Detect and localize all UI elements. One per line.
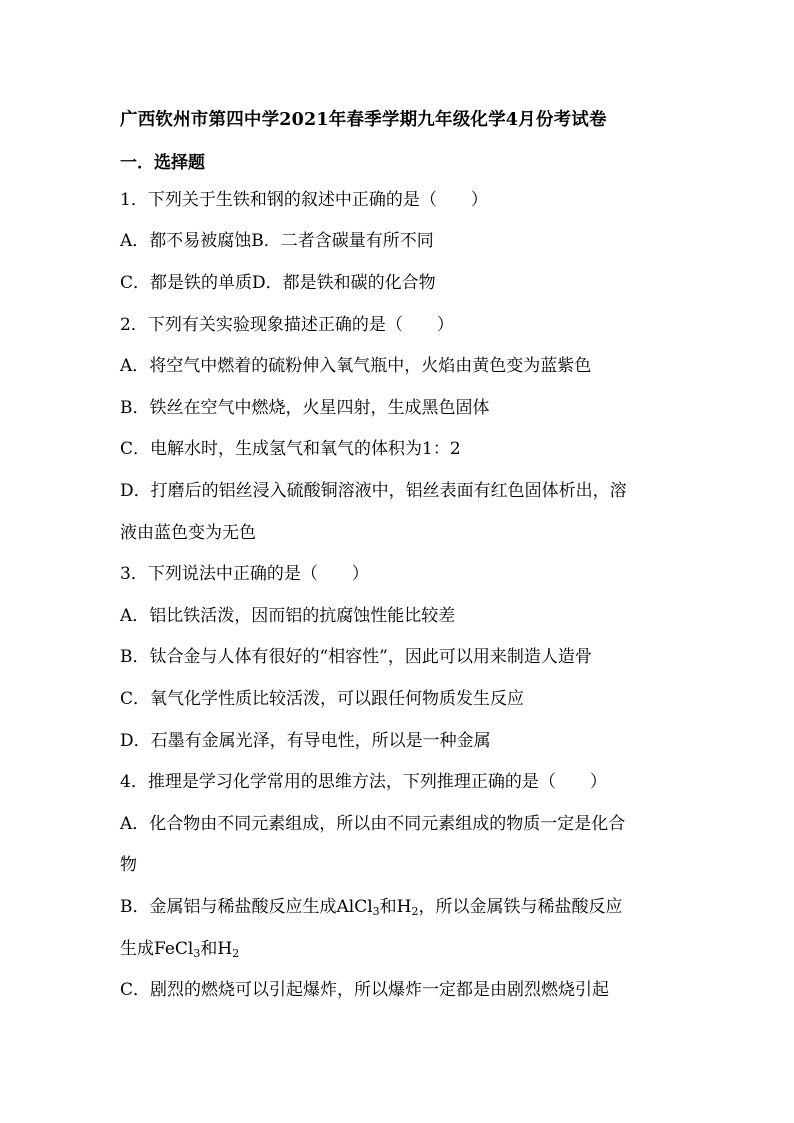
q4b-cont-text-1: 生成FeCl [120,939,194,959]
section-heading: 一．选择题 [120,153,205,173]
question-3-option-c: C．氧气化学性质比较活泼，可以跟任何物质发生反应 [120,689,525,709]
q4b-text-3: ，所以金属铁与稀盐酸反应 [418,897,623,917]
question-4-option-a: A．化合物由不同元素组成，所以由不同元素组成的物质一定是化合 [120,814,626,834]
question-3-option-b: B．钛合金与人体有很好的“相容性”，因此可以用来制造人造骨 [120,647,592,667]
page-title: 广西钦州市第四中学2021年春季学期九年级化学4月份考试卷 [120,110,607,130]
question-3-option-d: D．石墨有金属光泽，有导电性，所以是一种金属 [120,731,491,751]
question-2-option-d-continued: 液由蓝色变为无色 [120,523,256,543]
question-2-option-d: D．打磨后的铝丝浸入硫酸铜溶液中，铝丝表面有红色固体析出，溶 [120,481,627,501]
question-4-option-a-continued: 物 [120,855,137,875]
question-3-stem: 3．下列说法中正确的是（ ） [120,564,369,584]
question-1-options-cd: C．都是铁的单质D．都是铁和碳的化合物 [120,273,436,293]
q4b-subscript-2: 2 [411,905,419,918]
question-4-option-b [120,897,622,917]
question-3-option-a: A．铝比铁活泼，因而铝的抗腐蚀性能比较差 [120,606,456,626]
question-2-option-b: B．铁丝在空气中燃烧，火星四射，生成黑色固体 [120,398,490,418]
question-4-stem: 4．推理是学习化学常用的思维方法，下列推理正确的是（ ） [120,772,607,792]
question-4-option-b-continued [120,939,239,959]
q4b-text-1: B．金属铝与稀盐酸反应生成AlCl [120,897,373,917]
question-1-options-ab: A．都不易被腐蚀B．二者含碳量有所不同 [120,231,434,251]
question-2-option-a: A．将空气中燃着的硫粉伸入氧气瓶中，火焰由黄色变为蓝紫色 [120,356,592,376]
question-1-stem: 1．下列关于生铁和钢的叙述中正确的是（ ） [120,190,488,210]
question-2-option-c: C．电解水时，生成氢气和氧气的体积为1：2 [120,439,461,459]
q4b-text-2: 和H [379,897,412,917]
q4b-cont-subscript-2: 2 [232,947,240,960]
question-4-option-c: C．剧烈的燃烧可以引起爆炸，所以爆炸一定都是由剧烈燃烧引起 [120,980,610,1000]
q4b-cont-subscript-1: 3 [193,947,201,960]
q4b-cont-text-2: 和H [200,939,233,959]
question-2-stem: 2．下列有关实验现象描述正确的是（ ） [120,315,454,335]
q4b-subscript-1: 3 [372,905,380,918]
